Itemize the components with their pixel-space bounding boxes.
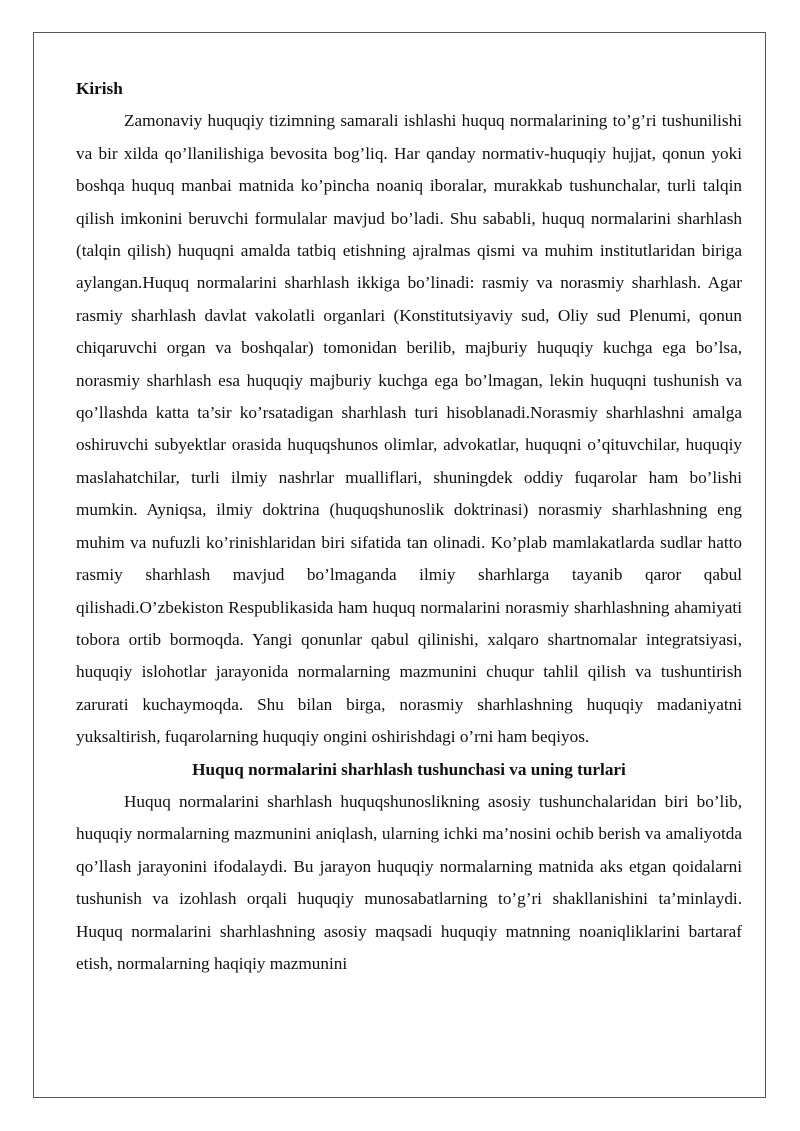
document-body — [76, 73, 742, 980]
intro-heading: Kirish — [76, 79, 123, 98]
section-heading: Huquq normalarini sharhlash tushunchasi va uning turlari — [192, 759, 626, 779]
intro-paragraph: Zamonaviy huquqiy tizimning samarali ishlashi huquq normalarining to’g’ri tushunilishi va bir xilda qo’llanilishiga bevosita bog’liq. Har qanday normativ-huquqiy hujjat, qonun yoki boshqa huquq manbai matnida ko’pincha noaniq iboralar, murakkab tushunchalar, turli talqin qilish imkonini beruvchi formulalar mavjud bo’ladi. Shu sababli, huquq normalarini sharhlash (talqin qilish) huquqni amalda tatbiq etishning ajralmas qismi va muhim institutlaridan biriga aylangan.Huquq normalarini sharhlash ikkiga bo’linadi: rasmiy va norasmiy sharhlash. Agar rasmiy sharhlash davlat vakolatli organlari (Konstitutsiyaviy sud, Oliy sud Plenumi, qonun chiqaruvchi organ va boshqalar) tomonidan berilib, majburiy huquqiy kuchga ega bo’lsa, norasmiy sharhlash esa huquqiy majburiy kuchga ega bo’lmagan, lekin huquqni tushunish va qo’llashda katta ta’sir ko’rsatadigan sharhlash turi hisoblanadi.Norasmiy sharhlashni amalga oshiruvchi subyektlar orasida huquqshunos olimlar, advokatlar, huquqni o’qituvchilar, huquqiy maslahatchilar, turli ilmiy nashrlar mualliflari, shuningdek oddiy fuqarolar ham bo’lishi mumkin. Ayniqsa, ilmiy doktrina (huquqshunoslik doktrinasi) norasmiy sharhlashning eng muhim va nufuzli ko’rinishlaridan biri sifatida tan olinadi. Ko’plab mamlakatlarda sudlar hatto rasmiy sharhlash mavjud bo’lmaganda ilmiy sharhlarga tayanib qaror qabul qilishadi.O’zbekiston Respublikasida ham huquq normalarini norasmiy sharhlashning ahamiyati tobora ortib bormoqda. Yangi qonunlar qabul qilinishi, xalqaro shartnomalar integratsiyasi, huquqiy islohotlar jarayonida normalarning mazmunini chuqur tahlil qilish va tushuntirish zarurati kuchaymoqda. Shu bilan birga, norasmiy sharhlashning huquqiy madaniyatni yuksaltirish, fuqarolarning huquqiy ongini oshirishdagi o’rni ham beqiyos. — [76, 111, 742, 747]
section-paragraph: Huquq normalarini sharhlash huquqshunoslikning asosiy tushunchalaridan biri bo’lib, huquqiy normalarning mazmunini aniqlash, ularning ichki ma’nosini ochib berish va amaliyotda qo’llash jarayonini ifodalaydi. Bu jarayon huquqiy normalarning matnida aks etgan qoidalarni tushunish va izohlash orqali huquqiy munosabatlarning to’g’ri shakllanishini ta’minlaydi. Huquq normalarini sharhlashning asosiy maqsadi huquqiy matnning noaniqliklarini bartaraf etish, normalarning haqiqiy mazmunini — [76, 791, 742, 973]
